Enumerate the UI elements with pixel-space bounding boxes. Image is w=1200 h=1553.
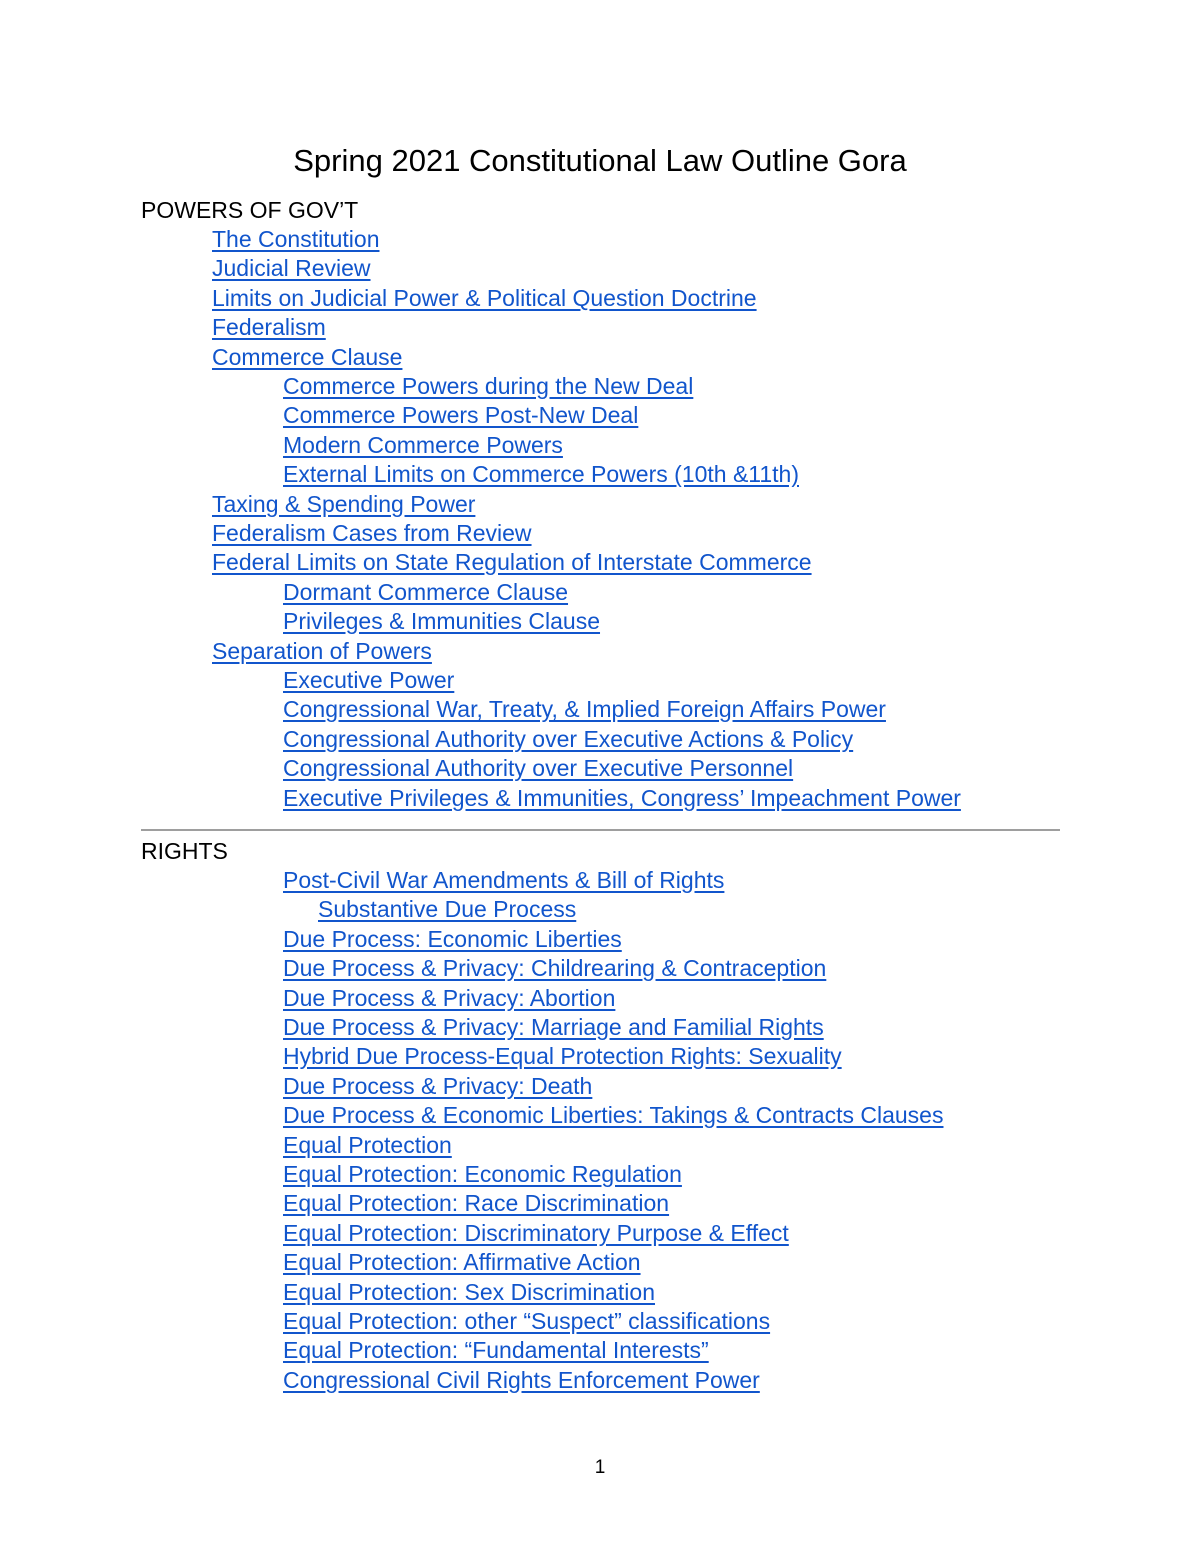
toc-link[interactable]: Equal Protection: Sex Discrimination [283, 1279, 655, 1305]
toc-link[interactable]: The Constitution [212, 226, 380, 252]
section-heading-powers: POWERS OF GOV’T [141, 197, 359, 223]
page-number: 1 [594, 1457, 606, 1478]
toc-link[interactable]: Due Process & Privacy: Death [283, 1073, 593, 1099]
toc-link[interactable]: Limits on Judicial Power & Political Question Doctrine [212, 285, 757, 311]
toc-link[interactable]: Equal Protection: Discriminatory Purpose & Effect [283, 1220, 789, 1246]
toc-link[interactable]: Equal Protection: Affirmative Action [283, 1249, 641, 1275]
toc-link[interactable]: Due Process & Privacy: Childrearing & Contraception [283, 955, 827, 981]
page-title: Spring 2021 Constitutional Law Outline Gora [293, 143, 907, 178]
toc-link[interactable]: Federalism [212, 314, 326, 340]
toc-link[interactable]: Taxing & Spending Power [212, 491, 476, 517]
toc-link[interactable]: Executive Privileges & Immunities, Congress’ Impeachment Power [283, 785, 961, 811]
toc-link[interactable]: Federalism Cases from Review [212, 520, 532, 546]
toc-link[interactable]: Due Process: Economic Liberties [283, 926, 622, 952]
toc-link[interactable]: External Limits on Commerce Powers (10th &11th) [283, 461, 799, 487]
toc-link[interactable]: Substantive Due Process [318, 896, 577, 922]
toc-link[interactable]: Dormant Commerce Clause [283, 579, 569, 605]
toc-link[interactable]: Congressional Authority over Executive Personnel [283, 755, 794, 781]
toc-link[interactable]: Privileges & Immunities Clause [283, 608, 601, 634]
toc-link[interactable]: Due Process & Privacy: Marriage and Familial Rights [283, 1014, 824, 1040]
toc-link[interactable]: Congressional Authority over Executive Actions & Policy [283, 726, 854, 752]
toc-link[interactable]: Commerce Clause [212, 344, 403, 370]
toc-link[interactable]: Judicial Review [212, 255, 371, 281]
toc-link[interactable]: Executive Power [283, 667, 455, 693]
toc-link[interactable]: Modern Commerce Powers [283, 432, 563, 458]
toc-link[interactable]: Due Process & Economic Liberties: Takings & Contracts Clauses [283, 1102, 944, 1128]
toc-link[interactable]: Commerce Powers Post-New Deal [283, 402, 639, 428]
toc-link[interactable]: Federal Limits on State Regulation of Interstate Commerce [212, 549, 812, 575]
toc-link[interactable]: Post-Civil War Amendments & Bill of Rights [283, 867, 725, 893]
toc-link[interactable]: Commerce Powers during the New Deal [283, 373, 694, 399]
toc-link[interactable]: Due Process & Privacy: Abortion [283, 985, 616, 1011]
toc-link[interactable]: Equal Protection: other “Suspect” classifications [283, 1308, 771, 1334]
toc-link[interactable]: Equal Protection [283, 1132, 452, 1158]
toc-link[interactable]: Hybrid Due Process-Equal Protection Rights: Sexuality [283, 1043, 842, 1069]
toc-link[interactable]: Equal Protection: Economic Regulation [283, 1161, 682, 1187]
toc-link[interactable]: Congressional Civil Rights Enforcement Power [283, 1367, 760, 1393]
toc-link[interactable]: Equal Protection: “Fundamental Interests” [283, 1337, 709, 1363]
toc-link[interactable]: Separation of Powers [212, 638, 432, 664]
section-divider [141, 829, 1060, 831]
section-heading-rights: RIGHTS [141, 838, 228, 864]
toc-link[interactable]: Congressional War, Treaty, & Implied Foreign Affairs Power [283, 696, 886, 722]
toc-link[interactable]: Equal Protection: Race Discrimination [283, 1190, 670, 1216]
